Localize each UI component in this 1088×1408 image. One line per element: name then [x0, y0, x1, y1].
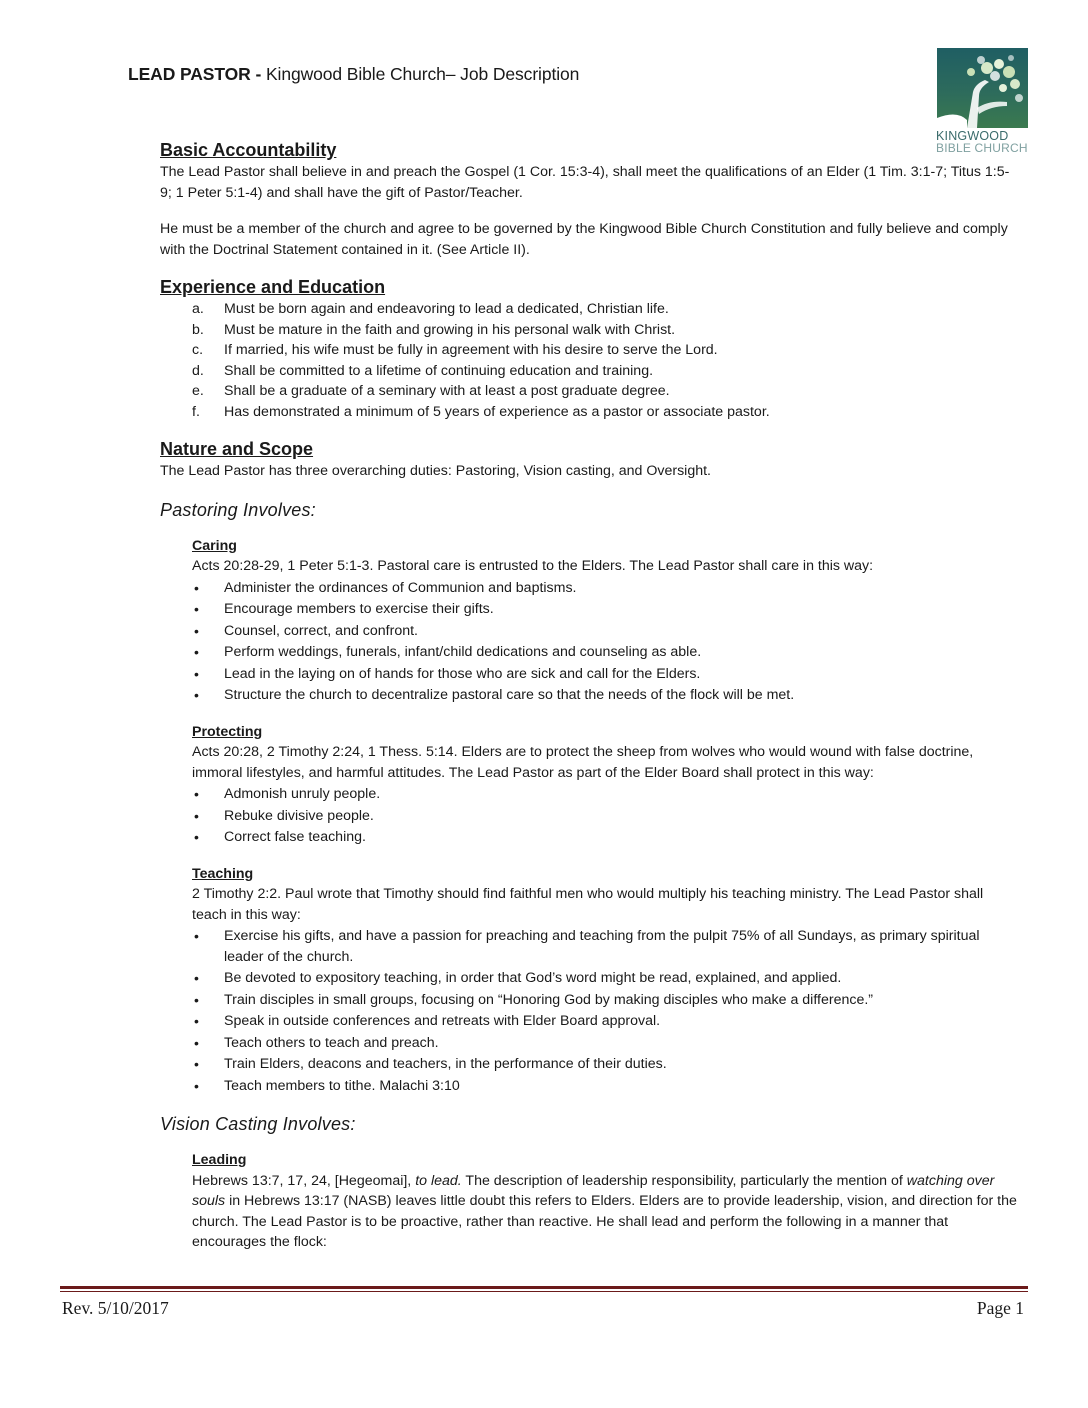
list-item: a. Must be born again and endeavoring to lead a dedicated, Christian life. [192, 301, 669, 317]
tree-logo-icon [937, 48, 1028, 128]
list-item: • Teach members to tithe. Malachi 3:10 [160, 1076, 1020, 1097]
heading-pastoring: Pastoring Involves: [160, 499, 316, 520]
list-item: • Correct false teaching. [160, 827, 1020, 848]
list-item: c. If married, his wife must be fully in agreement with his desire to serve the Lord. [192, 342, 718, 358]
list-item: • Train disciples in small groups, focusing on “Honoring God by making disciples who make a difference.” [160, 990, 1020, 1011]
leading-section [192, 1150, 1020, 1253]
list-item: • Administer the ordinances of Communion and baptisms. [160, 578, 1020, 599]
heading-protecting: Protecting [192, 723, 263, 740]
experience-list [160, 299, 1020, 422]
list-item: f. Has demonstrated a minimum of 5 years of experience as a pastor or associate pastor. [192, 403, 770, 420]
list-item: • Exercise his gifts, and have a passion for preaching and teaching from the pulpit 75% of all Sundays, as primary spiritual leader of the church. [160, 926, 1020, 967]
page-title [128, 64, 579, 85]
logo-line2: BIBLE CHURCH [936, 141, 1028, 155]
footer-rule [60, 1286, 1028, 1289]
title-bold: LEAD PASTOR - [128, 64, 266, 84]
list-item: • Counsel, correct, and confront. [160, 621, 1020, 642]
nature-paragraph: The Lead Pastor has three overarching duties: Pastoring, Vision casting, and Oversight. [160, 463, 711, 479]
protecting-list [160, 784, 1020, 848]
list-item: • Structure the church to decentralize pastoral care so that the needs of the flock will be met. [160, 685, 1020, 706]
revision-date: Rev. 5/10/2017 [62, 1298, 169, 1318]
footer-rule-thin [60, 1291, 1028, 1292]
page-number: Page 1 [976, 1298, 1024, 1318]
list-item: • Be devoted to expository teaching, in order that God’s word might be read, explained, and applied. [160, 968, 1020, 989]
list-item: e. Shall be a graduate of a seminary with at least a post graduate degree. [192, 383, 670, 399]
heading-nature-scope: Nature and Scope [160, 439, 314, 459]
list-item: • Perform weddings, funerals, infant/child dedications and counseling as able. [160, 642, 1020, 663]
leading-paragraph: Hebrews 13:7, 17, 24, [Hegeomai], to lead. The description of leadership responsibility, particularly the mention of watching over souls in Hebrews 13:17 (NASB) leaves little doubt this refers to Elders. Elders are to provide leadership, vision, and direction for the church. The Lead Pastor is to be proactive, rather than reactive. He shall lead and perform the following in a manner that encourages the flock: [192, 1172, 1017, 1250]
heading-vision-casting: Vision Casting Involves: [160, 1114, 356, 1134]
logo-line1: KINGWOOD [936, 129, 1009, 143]
title-rest: Kingwood Bible Church– Job Description [265, 64, 580, 84]
protecting-intro: Acts 20:28, 2 Timothy 2:24, 1 Thess. 5:14. Elders are to protect the sheep from wolves who would wound with false doctrine, immoral lifestyles, and harmful attitudes. The Lead Pastor as part of the Elder Board shall protect in this way: [192, 744, 974, 781]
list-item: b. Must be mature in the faith and growing in his personal walk with Christ. [192, 321, 676, 338]
list-item: • Teach others to teach and preach. [160, 1033, 1020, 1054]
list-item: • Speak in outside conferences and retreats with Elder Board approval. [160, 1011, 1020, 1032]
heading-caring: Caring [192, 537, 237, 554]
heading-teaching: Teaching [192, 865, 254, 882]
list-item: • Admonish unruly people. [160, 784, 1020, 805]
document-body [160, 138, 1020, 1253]
heading-leading: Leading [192, 1152, 247, 1168]
caring-intro: Acts 20:28-29, 1 Peter 5:1-3. Pastoral care is entrusted to the Elders. The Lead Pastor shall care in this way: [192, 558, 874, 574]
list-item: • Rebuke divisive people. [160, 806, 1020, 827]
basic-paragraph-2: He must be a member of the church and agree to be governed by the Kingwood Bible Church Constitution and fully believe and comply with the Doctrinal Statement contained in it. (See Article II). [160, 221, 1008, 258]
teaching-list [160, 926, 1020, 1096]
heading-basic-accountability: Basic Accountability [160, 140, 337, 160]
caring-list [160, 578, 1020, 706]
list-item: • Train Elders, deacons and teachers, in the performance of their duties. [160, 1054, 1020, 1075]
caring-section [192, 536, 1020, 1097]
list-item: d. Shall be committed to a lifetime of continuing education and training. [192, 362, 654, 379]
list-item: • Encourage members to exercise their gifts. [160, 599, 1020, 620]
basic-paragraph-1: The Lead Pastor shall believe in and preach the Gospel (1 Cor. 15:3-4), shall meet the qualifications of an Elder (1 Tim. 3:1-7; Titus 1:5-9; 1 Peter 5:1-4) and shall have the gift of Pastor/Teacher. [160, 164, 1010, 201]
tree-icon [937, 48, 1028, 128]
list-item: • Lead in the laying on of hands for those who are sick and call for the Elders. [160, 664, 1020, 685]
heading-experience-education: Experience and Education [160, 277, 386, 297]
teaching-intro: 2 Timothy 2:2. Paul wrote that Timothy should find faithful men who would multiply his teaching ministry. The Lead Pastor shall teach in this way: [192, 886, 984, 923]
